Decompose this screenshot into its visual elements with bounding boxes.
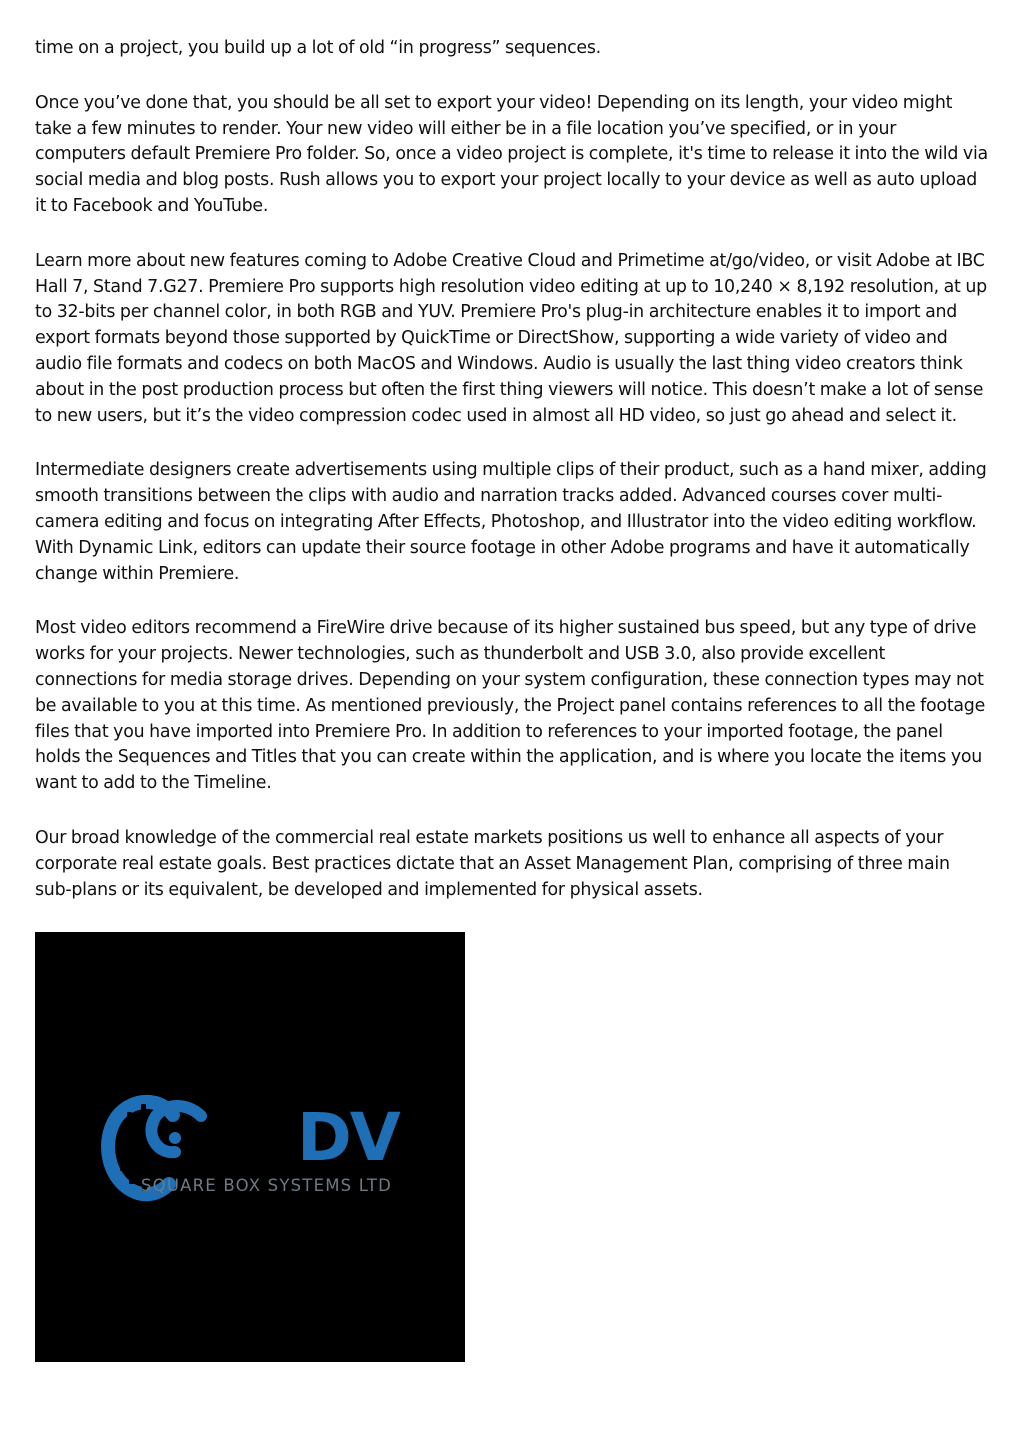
paragraph: Most video editors recommend a FireWire drive because of its higher sustained bus speed, but any type of drive works for your projects. Newer technologies, such as thunderbolt and USB 3.0, also provide excellent connections for media storage drives. Depending on your system configuration, these connection types may not be available to you at this time. As mentioned previously, the Project panel contains references to all the footage files that you have imported into Premiere Pro. In addition to references to your imported footage, the panel holds the Sequences and Titles that you can create within the application, and is where you locate the items you want to add to the Timeline.: [35, 618, 986, 794]
logo-tagline: SQUARE BOX SYSTEMS LTD: [141, 1176, 393, 1195]
company-logo-image: [35, 932, 465, 1362]
paragraph: Intermediate designers create advertisements using multiple clips of their product, such as a hand mixer, adding smooth transitions between the clips with audio and narration tracks added. Advanced courses cover multi-camera editing and focus on integrating After Effects, Photoshop, and Illustrator into the video editing workflow. With Dynamic Link, editors can update their source footage in other Adobe programs and have it automatically change within Premiere.: [35, 460, 987, 584]
film-reel-logo-icon: [35, 932, 465, 1362]
paragraph: Learn more about new features coming to Adobe Creative Cloud and Primetime at/go/video, or visit Adobe at IBC Hall 7, Stand 7.G27. Premiere Pro supports high resolution video editing at up to 10,240 × 8,192 resolution, at up to 32-bits per channel color, in both RGB and YUV. Premiere Pro's plug-in architecture enables it to import and export formats beyond those supported by QuickTime or DirectShow, supporting a wide variety of video and audio file formats and codecs on both MacOS and Windows. Audio is usually the last thing video creators think about in the post production process but often the first thing viewers will notice. This doesn’t make a lot of sense to new users, but it’s the video compression codec used in almost all HD video, so just go ahead and select it.: [35, 250, 987, 426]
paragraph: Once you’ve done that, you should be all set to export your video! Depending on its length, your video might take a few minutes to render. Your new video will either be in a file location you’ve specified, or in your computers default Premiere Pro folder. So, once a video project is complete, it's time to release it into the wild via social media and blog posts. Rush allows you to export your project locally to your device as well as auto upload it to Facebook and YouTube.: [35, 92, 988, 216]
article-body: [35, 36, 990, 932]
paragraph: time on a project, you build up a lot of old “in progress” sequences.: [35, 38, 601, 58]
reel-hub: [169, 1132, 181, 1144]
paragraph: Our broad knowledge of the commercial real estate markets positions us well to enhance all aspects of your corporate real estate goals. Best practices dictate that an Asset Management Plan, comprising of three main sub-plans or its equivalent, be developed and implemented for physical assets.: [35, 827, 950, 900]
logo-wordmark: DV: [297, 1099, 399, 1176]
